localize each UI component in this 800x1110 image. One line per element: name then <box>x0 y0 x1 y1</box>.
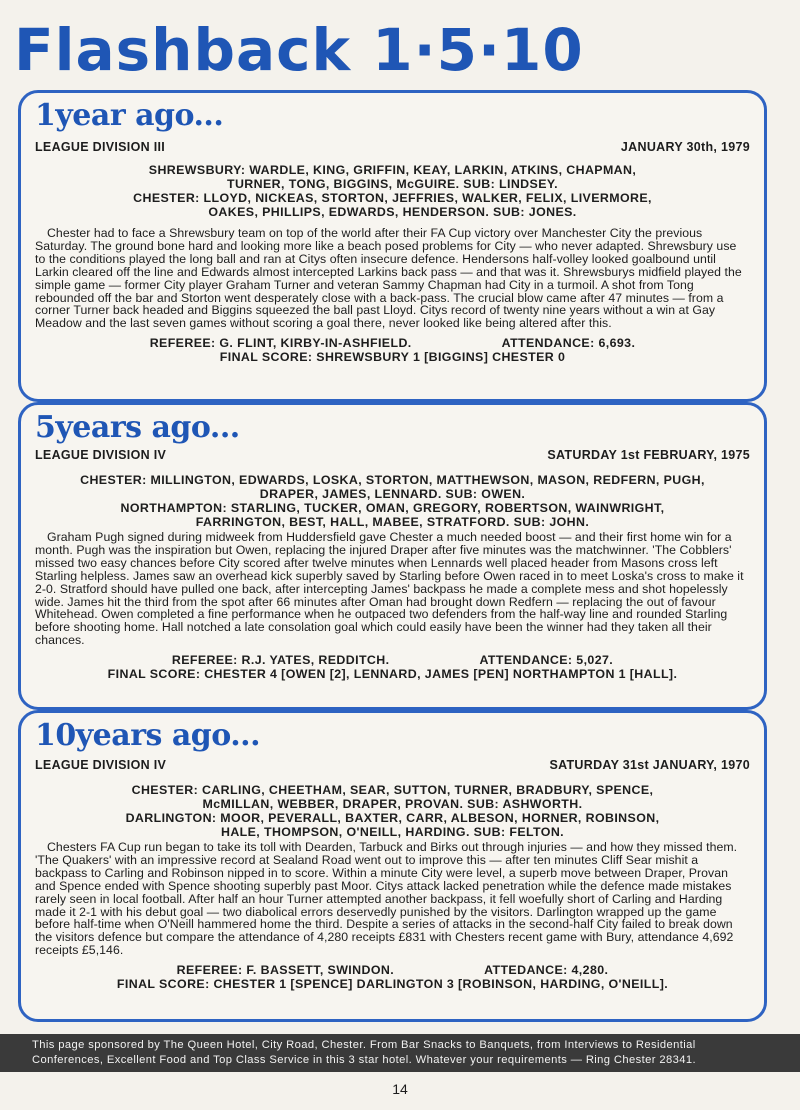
final-score: FINAL SCORE: SHREWSBURY 1 [BIGGINS] CHESTER 0 <box>219 350 566 365</box>
match-header <box>35 139 750 155</box>
final-score: FINAL SCORE: CHESTER 4 [OWEN [2], LENNARD, JAMES [PEN] NORTHAMPTON 1 [HALL]. <box>107 667 678 682</box>
attendance: ATTENDANCE: 5,027. <box>479 653 614 668</box>
match-report: Chesters FA Cup run began to take its toll with Dearden, Tarbuck and Birks out through injuries — and how they missed them. 'The Quakers' with an impressive record at Sealand Road went out to improve this — after ten minutes Cliff Sear mishit a backpass to Carling and Robinson nipped in to score. Within a minute City were level, a superb move between Draper, Provan and Spence ended with Spence shooting superbly past Moor. Citys attack lacked penetration while the defence made mistakes rarely seen in local football. After half an hour Turner attempted another backpass, it fell woefully short of Carling and Harding made it 2-1 with his debut goal — two diabolical errors deservedly punished by the visitors. Darlington wrapped up the game before half-time when O'Neill hammered home the third. Despite a series of attacks in the second-half City failed to break down the visitors defence but compare the attendance of 4,280 receipts £831 with Chesters recent game with Bury, attendance 4,692 receipts £5,146. <box>35 840 738 958</box>
page-number: 14 <box>392 1081 408 1097</box>
page-title: Flashback 1·5·10 <box>14 16 584 84</box>
referee: REFEREE: G. FLINT, KIRBY-IN-ASHFIELD. <box>149 336 412 351</box>
match-header <box>35 757 750 773</box>
lineup-line: FARRINGTON, BEST, HALL, MABEE, STRATFORD. SUB: JOHN. <box>195 515 590 529</box>
match-report: Graham Pugh signed during midweek from Huddersfield gave Chester a much needed boost — and their first home win for a month. Pugh was the inspiration but Owen, replacing the injured Draper after five minutes was the matchwinner. 'The Cobblers' missed two easy chances before City scored after twelve minutes when Lennards well placed header from Masons cross left Starling helpless. James saw an overhead kick superbly saved by Starling before Owen raced in to meet Loska's cross to make it 2-0. Stratford should have pulled one back, after intercepting James' backpass he made a complete mess and shot hopelessly wide. James hit the third from the spot after 66 minutes after Oman had brought down Redfern — replacing the out of favour Whitehead. Owen completed a fine performance when he outpaced two defenders from the half-way line and rounded Starling before shooting home. Hall notched a late consolation goal which could easily have been the winner had they taken all their chances. <box>35 530 744 648</box>
match-date: SATURDAY 1st FEBRUARY, 1975 <box>547 448 750 462</box>
lineup-line: CHESTER: LLOYD, NICKEAS, STORTON, JEFFRIES, WALKER, FELIX, LIVERMORE, <box>133 191 652 205</box>
sponsor-banner <box>0 1034 800 1072</box>
league-label: LEAGUE DIVISION IV <box>35 758 167 772</box>
final-score: FINAL SCORE: CHESTER 1 [SPENCE] DARLINGTON 3 [ROBINSON, HARDING, O'NEILL]. <box>116 977 669 992</box>
attendance: ATTEDANCE: 4,280. <box>484 963 609 978</box>
lineup-line: McMILLAN, WEBBER, DRAPER, PROVAN. SUB: ASHWORTH. <box>202 797 583 811</box>
lineup-line: OAKES, PHILLIPS, EDWARDS, HENDERSON. SUB: JONES. <box>208 205 577 219</box>
sponsor-line: This page sponsored by The Queen Hotel, City Road, Chester. From Bar Snacks to Banquets, from Interviews to Residential <box>32 1039 696 1051</box>
flashback-panel-1-year <box>18 90 767 402</box>
lineup-line: NORTHAMPTON: STARLING, TUCKER, OMAN, GREGORY, ROBERTSON, WAINWRIGHT, <box>120 501 665 515</box>
officials-row <box>35 653 750 667</box>
lineup-line: HALE, THOMPSON, O'NEILL, HARDING. SUB: FELTON. <box>220 825 565 839</box>
section-heading: 5years ago... <box>35 410 240 445</box>
sponsor-line: Conferences, Excellent Food and Top Class Service in this 3 star hotel. Whatever your requirements — Ring Chester 28341. <box>32 1054 697 1066</box>
match-date: JANUARY 30th, 1979 <box>620 140 750 154</box>
officials-row <box>35 336 750 350</box>
match-header <box>35 447 750 463</box>
lineup-line: DARLINGTON: MOOR, PEVERALL, BAXTER, CARR, ALBESON, HORNER, ROBINSON, <box>125 811 660 825</box>
lineup-line: SHREWSBURY: WARDLE, KING, GRIFFIN, KEAY, LARKIN, ATKINS, CHAPMAN, <box>148 163 637 177</box>
section-heading: 10years ago... <box>35 718 261 753</box>
referee: REFEREE: R.J. YATES, REDDITCH. <box>171 653 390 668</box>
section-heading: 1year ago... <box>35 98 224 133</box>
flashback-panel-5-years <box>18 402 767 710</box>
match-report: Chester had to face a Shrewsbury team on top of the world after their FA Cup victory over Manchester City the previous Saturday. The ground bone hard and looking more like a beach posed problems for City — who never adapted. Shrewsbury use to the conditions played the long ball and ran at Citys often insecure defence. Hendersons half-volley looked goalbound until Larkin cleared off the line and Edwards almost intercepted Larkins back pass — and that was it. Shrewsburys midfield played the simple game — former City player Graham Turner and veteran Sammy Chapman had City in a turmoil. A shot from Tong rebounded off the bar and Storton went desperately close with a back-pass. The crucial blow came after 47 minutes — from a corner Turner back headed and Biggins squeezed the ball past Lloyd. Citys record of twenty nine years without a win at Gay Meadow and the last seven games without scoring a goal there, never looked like being altered after this. <box>35 226 742 331</box>
lineup-line: DRAPER, JAMES, LENNARD. SUB: OWEN. <box>259 487 526 501</box>
referee: REFEREE: F. BASSETT, SWINDON. <box>176 963 395 978</box>
flashback-panel-10-years <box>18 710 767 1022</box>
match-date: SATURDAY 31st JANUARY, 1970 <box>549 758 750 772</box>
lineup-line: TURNER, TONG, BIGGINS, McGUIRE. SUB: LINDSEY. <box>226 177 558 191</box>
officials-row <box>35 963 750 977</box>
league-label: LEAGUE DIVISION IV <box>35 448 167 462</box>
lineup-line: CHESTER: CARLING, CHEETHAM, SEAR, SUTTON, TURNER, BRADBURY, SPENCE, <box>131 783 654 797</box>
league-label: LEAGUE DIVISION III <box>35 140 166 154</box>
lineup-line: CHESTER: MILLINGTON, EDWARDS, LOSKA, STORTON, MATTHEWSON, MASON, REDFERN, PUGH, <box>80 473 705 487</box>
attendance: ATTENDANCE: 6,693. <box>501 336 636 351</box>
